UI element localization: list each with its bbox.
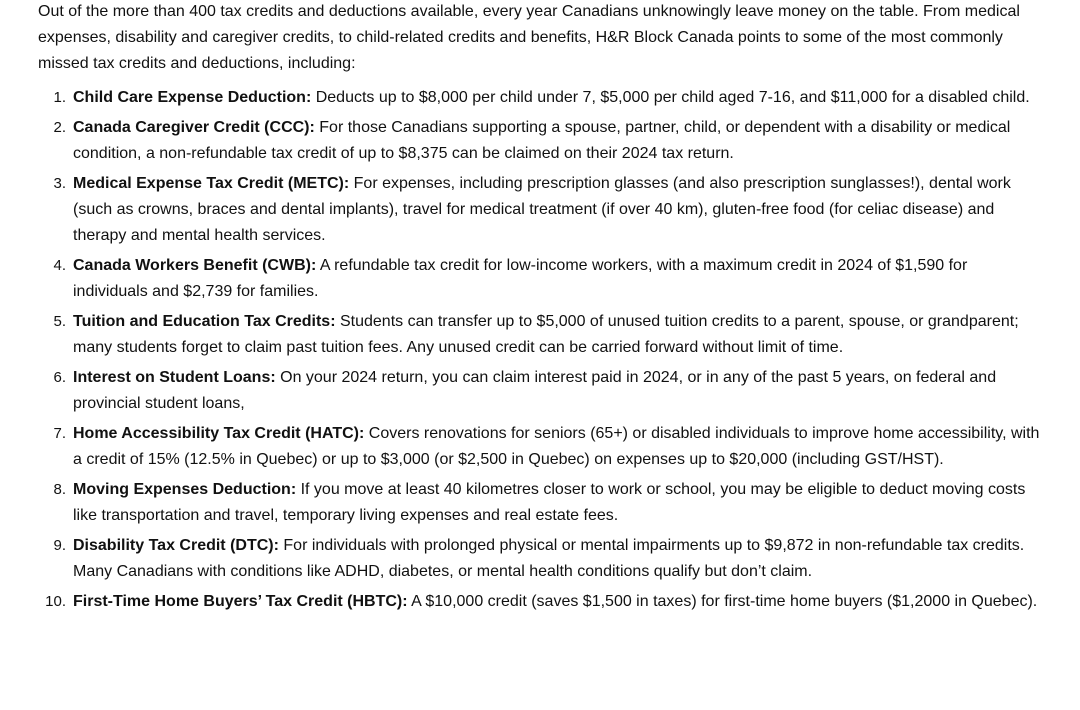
list-item-number: 1. (53, 89, 66, 106)
list-item-term: Child Care Expense Deduction: (73, 89, 312, 106)
list-item-term: Canada Caregiver Credit (CCC): (73, 119, 315, 136)
list-item-number: 3. (53, 175, 66, 192)
list-item (38, 171, 1042, 249)
list-item-number: 2. (53, 119, 66, 136)
list-item-number: 7. (53, 425, 66, 442)
list-item-text: A refundable tax credit for low-income workers, with a maximum credit in 2024 of $1,590 for individuals and $2,739 for families. (73, 257, 968, 300)
list-item (38, 85, 1042, 111)
list-item-term: Home Accessibility Tax Credit (HATC): (73, 425, 365, 442)
list-item-number: 5. (53, 313, 66, 330)
list-item-number: 8. (53, 481, 66, 498)
intro-paragraph: Out of the more than 400 tax credits and deductions available, every year Canadians unknowingly leave money on the table. From medical expenses, disability and caregiver credits, to child-related credits and benefits, H&R Block Canada points to some of the most commonly missed tax credits and deductions, including: (38, 3, 1020, 72)
list-item-number: 6. (53, 369, 66, 386)
list-item-text: If you move at least 40 kilometres closer to work or school, you may be eligible to deduct moving costs like transportation and travel, temporary living expenses and real estate fees. (73, 481, 1026, 524)
credits-list (38, 85, 1042, 615)
list-item-number: 9. (53, 537, 66, 554)
list-item-number: 10. (45, 593, 66, 610)
list-item (38, 253, 1042, 305)
list-item-term: Tuition and Education Tax Credits: (73, 313, 336, 330)
list-item-text: For expenses, including prescription glasses (and also prescription sunglasses!), dental work (such as crowns, braces and dental implants), travel for medical treatment (if over 40 km), gluten-free food (for celiac disease) and therapy and mental health services. (73, 175, 1011, 244)
list-item (38, 533, 1042, 585)
list-item (38, 115, 1042, 167)
list-item-term: First-Time Home Buyers’ Tax Credit (HBTC): (73, 593, 408, 610)
list-item-term: Interest on Student Loans: (73, 369, 276, 386)
list-item (38, 365, 1042, 417)
list-item (38, 589, 1042, 615)
list-item-text: For individuals with prolonged physical or mental impairments up to $9,872 in non-refundable tax credits. Many Canadians with conditions like ADHD, diabetes, or mental health conditions qualify but don’t claim. (73, 537, 1025, 580)
list-item (38, 421, 1042, 473)
list-item (38, 309, 1042, 361)
list-item-term: Canada Workers Benefit (CWB): (73, 257, 317, 274)
list-item-number: 4. (53, 257, 66, 274)
list-item-text: Covers renovations for seniors (65+) or disabled individuals to improve home accessibility, with a credit of 15% (12.5% in Quebec) or up to $3,000 (or $2,500 in Quebec) on expenses up to $20,000 (including GST/HST). (73, 425, 1040, 468)
list-item-term: Disability Tax Credit (DTC): (73, 537, 279, 554)
list-item-text: A $10,000 credit (saves $1,500 in taxes) for first-time home buyers ($1,2000 in Quebec). (407, 593, 1038, 610)
list-item-text: On your 2024 return, you can claim interest paid in 2024, or in any of the past 5 years, on federal and provincial student loans, (73, 369, 997, 412)
list-item-text: For those Canadians supporting a spouse, partner, child, or dependent with a disability or medical condition, a non-refundable tax credit of up to $8,375 can be claimed on their 2024 tax return. (73, 119, 1011, 162)
list-item-term: Medical Expense Tax Credit (METC): (73, 175, 350, 192)
list-item-text: Deducts up to $8,000 per child under 7, $5,000 per child aged 7-16, and $11,000 for a disabled child. (311, 89, 1030, 106)
list-item (38, 477, 1042, 529)
list-item-text: Students can transfer up to $5,000 of unused tuition credits to a parent, spouse, or grandparent; many students forget to claim past tuition fees. Any unused credit can be carried forward without limit of time. (73, 313, 1019, 356)
list-item-term: Moving Expenses Deduction: (73, 481, 297, 498)
